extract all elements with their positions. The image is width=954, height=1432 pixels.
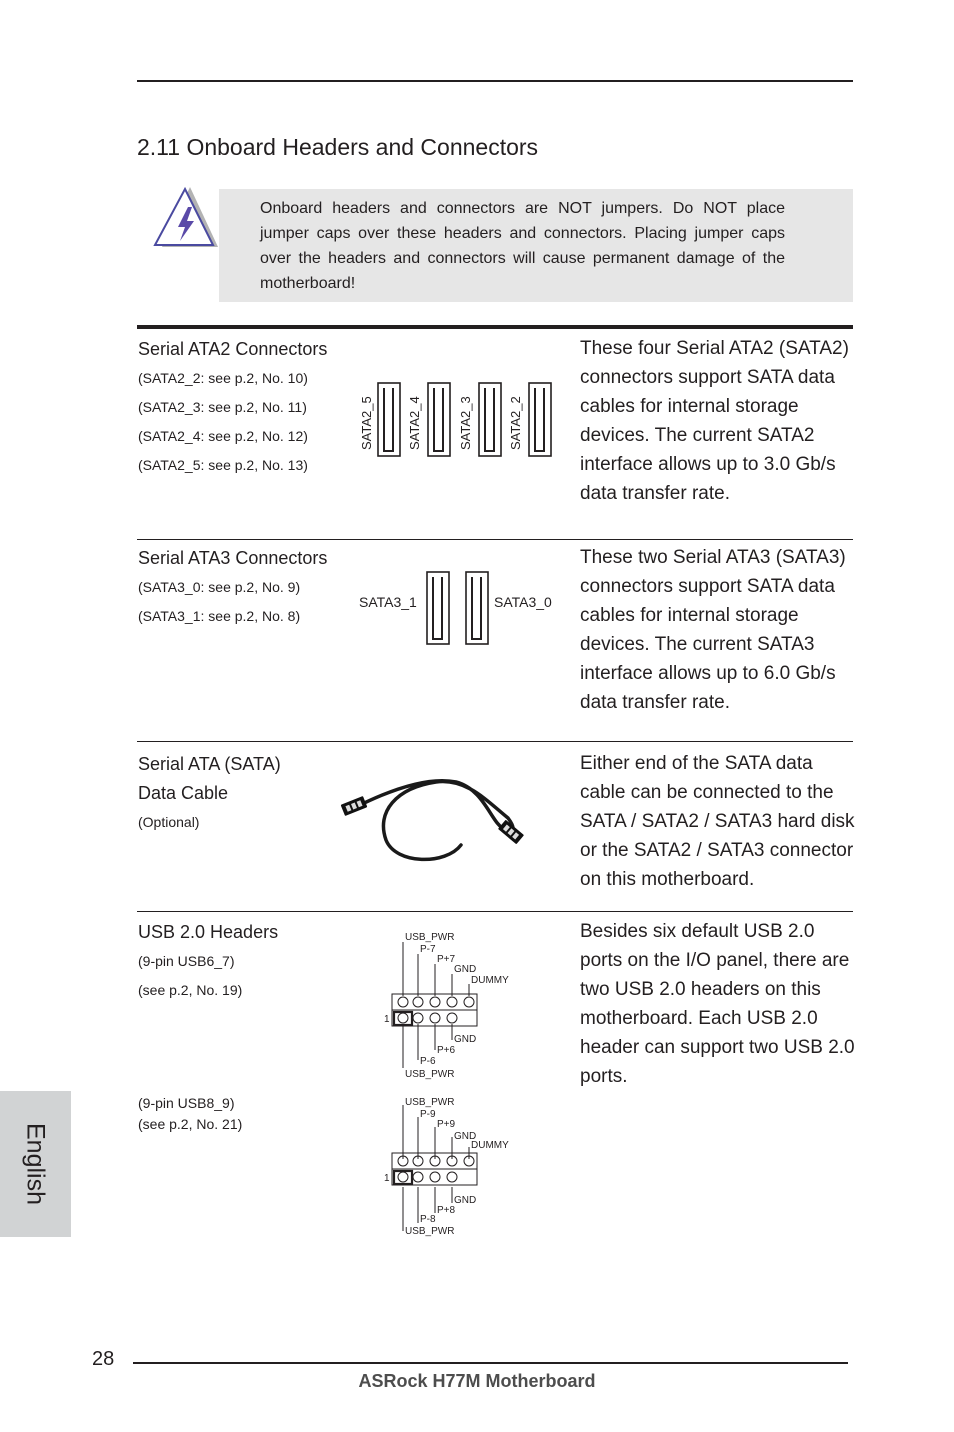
sata-cable-image xyxy=(336,770,531,870)
pin-label: 1 xyxy=(384,1173,390,1184)
pin-label: P-9 xyxy=(420,1109,436,1120)
pin xyxy=(447,1172,457,1182)
pin xyxy=(413,1013,423,1023)
section-divider xyxy=(137,539,853,540)
pin-label: P-7 xyxy=(420,944,436,955)
sata2-label: SATA2_3 xyxy=(458,396,473,450)
pin xyxy=(413,997,423,1007)
sata3-label-left: SATA3_1 xyxy=(359,594,417,610)
pin xyxy=(398,997,408,1007)
cable-heading-line2: Data Cable xyxy=(138,783,229,803)
sata2-ref: (SATA2_3: see p.2, No. 11) xyxy=(138,399,307,415)
pin xyxy=(398,1013,408,1023)
pin-label: USB_PWR xyxy=(405,932,455,943)
pin xyxy=(447,997,457,1007)
usb-heading: USB 2.0 Headers xyxy=(138,922,279,942)
sata2-connector xyxy=(479,383,501,456)
sata3-ref: (SATA3_0: see p.2, No. 9) xyxy=(138,579,301,595)
pin-label: USB_PWR xyxy=(405,1069,455,1080)
usb-header2-ref: (see p.2, No. 21) xyxy=(138,1116,243,1132)
usb-header2-pins: (9-pin USB8_9) xyxy=(138,1095,235,1111)
cable-heading-line1: Serial ATA (SATA) xyxy=(138,754,281,774)
sata3-label-right: SATA3_0 xyxy=(494,594,552,610)
cable-description: Either end of the SATA data cable can be connected to the SATA / SATA2 / SATA3 hard disk or the SATA2 / SATA3 connector on this motherboard. xyxy=(580,753,855,890)
sata2-ref: (SATA2_4: see p.2, No. 12) xyxy=(138,428,308,444)
sata2-connector-diagram xyxy=(355,378,560,460)
sata3-connector xyxy=(466,572,488,644)
sata3-ref: (SATA3_1: see p.2, No. 8) xyxy=(138,608,301,624)
section-divider xyxy=(137,911,853,912)
pin-label: P+9 xyxy=(437,1119,456,1130)
pin xyxy=(430,997,440,1007)
sata3-heading: Serial ATA3 Connectors xyxy=(138,548,328,568)
usb-header1-ref: (see p.2, No. 19) xyxy=(138,982,243,998)
usb-header1-pins: (9-pin USB6_7) xyxy=(138,953,235,969)
sata2-connector xyxy=(378,383,400,456)
sata3-description: These two Serial ATA3 (SATA3) connectors support SATA data cables for internal storage devices. The current SATA3 interface allows up to 6.0 Gb/s data transfer rate. xyxy=(580,547,846,713)
sata2-label: SATA2_4 xyxy=(407,396,422,450)
usb-description: Besides six default USB 2.0 ports on the I/O panel, there are two USB 2.0 headers on this motherboard. Each USB 2.0 header can support two USB 2.0 ports. xyxy=(580,921,855,1087)
pin-label: USB_PWR xyxy=(405,1226,455,1237)
footer-product: ASRock H77M Motherboard xyxy=(358,1371,596,1391)
table-top-rule xyxy=(137,325,853,329)
sata2-ref: (SATA2_5: see p.2, No. 13) xyxy=(138,457,308,473)
warning-note-text: Onboard headers and connectors are NOT jumpers. Do NOT place jumper caps over these headers and connectors. Placing jumper caps over the headers and connectors will cause permanent damage of the motherboard! xyxy=(260,200,785,292)
page-number: 28 xyxy=(92,1348,115,1370)
language-tab xyxy=(0,1091,71,1237)
footer-rule xyxy=(133,1362,848,1364)
section-title: 2.11 Onboard Headers and Connectors xyxy=(137,134,539,160)
pin-label: USB_PWR xyxy=(405,1097,455,1108)
warning-icon xyxy=(152,185,222,251)
sata2-ref: (SATA2_2: see p.2, No. 10) xyxy=(138,370,308,386)
pin-label: GND xyxy=(454,1195,477,1206)
pin xyxy=(430,1013,440,1023)
sata3-connector-diagram xyxy=(355,565,560,647)
sata2-description: These four Serial ATA2 (SATA2) connectors support SATA data cables for internal storage devices. The current SATA2 interface allows up to 3.0 Gb/s data transfer rate. xyxy=(580,338,849,504)
pin-label: GND xyxy=(454,1034,477,1045)
pin-label: P+8 xyxy=(437,1205,456,1216)
pin xyxy=(447,1013,457,1023)
usb-header2-diagram xyxy=(380,1091,520,1246)
sata2-connector xyxy=(428,383,450,456)
pin xyxy=(413,1172,423,1182)
sata2-label: SATA2_2 xyxy=(508,396,523,450)
pin-label: P+6 xyxy=(437,1045,456,1056)
pin-label: P-8 xyxy=(420,1214,436,1225)
top-rule xyxy=(137,80,853,82)
pin-label: DUMMY xyxy=(471,1140,509,1151)
sata2-label: SATA2_5 xyxy=(359,396,374,450)
section-divider xyxy=(137,741,853,742)
usb-header1-diagram xyxy=(380,928,520,1083)
sata2-heading: Serial ATA2 Connectors xyxy=(138,339,328,359)
pin-label: P-6 xyxy=(420,1056,436,1067)
cable-optional: (Optional) xyxy=(138,814,200,830)
pin-label: P+7 xyxy=(437,954,456,965)
pin-label: 1 xyxy=(384,1014,390,1025)
language-label: English xyxy=(21,1123,50,1205)
pin xyxy=(430,1172,440,1182)
pin xyxy=(398,1172,408,1182)
sata2-connector xyxy=(529,383,551,456)
pin-label: DUMMY xyxy=(471,975,509,986)
pin-label: GND xyxy=(454,964,477,975)
pin xyxy=(464,997,474,1007)
sata3-connector xyxy=(427,572,449,644)
pin-label: GND xyxy=(454,1131,477,1142)
